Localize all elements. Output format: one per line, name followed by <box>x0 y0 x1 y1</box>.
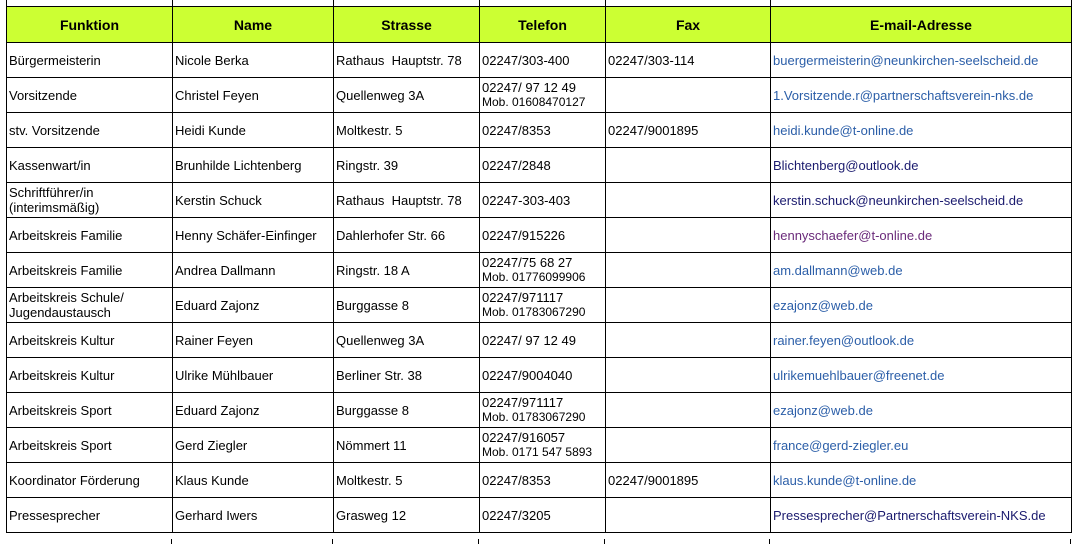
cell-strasse: Burggasse 8 <box>334 393 480 428</box>
telefon-text: 02247/971117 <box>482 290 564 305</box>
email-link[interactable]: buergermeisterin@neunkirchen-seelscheid.de <box>773 52 1039 68</box>
bottom-gridline-strip <box>6 539 1070 544</box>
table-row <box>7 393 1072 428</box>
cell-email <box>771 218 1072 253</box>
telefon-text: Mob. 01776099906 <box>482 270 586 284</box>
table-row <box>7 358 1072 393</box>
cell-strasse: Grasweg 12 <box>334 498 480 533</box>
funktion-text: Vorsitzende <box>9 87 77 103</box>
email-link[interactable]: 1.Vorsitzende.r@partnerschaftsverein-nks.de <box>773 87 1034 103</box>
table-row <box>7 43 1072 78</box>
cell-name: Klaus Kunde <box>173 463 334 498</box>
telefon-text: 02247-303-403 <box>482 192 571 208</box>
cell-fax: 02247/9001895 <box>606 113 771 148</box>
telefon-text: 02247/303-400 <box>482 52 570 68</box>
cell-name: Eduard Zajonz <box>173 288 334 323</box>
telefon-text: 02247/8353 <box>482 122 551 138</box>
funktion-text: stv. Vorsitzende <box>9 122 100 138</box>
cell-fax <box>606 218 771 253</box>
contact-table <box>6 6 1072 533</box>
cell-strasse: Nömmert 11 <box>334 428 480 463</box>
cell-fax: 02247/9001895 <box>606 463 771 498</box>
cell-funktion <box>7 253 173 288</box>
cell-funktion <box>7 148 173 183</box>
cell-fax <box>606 183 771 218</box>
table-row <box>7 148 1072 183</box>
funktion-text: Arbeitskreis Sport <box>9 437 112 453</box>
cell-telefon <box>480 463 606 498</box>
cell-strasse: Burggasse 8 <box>334 288 480 323</box>
header-name: Name <box>173 7 334 43</box>
cell-email <box>771 43 1072 78</box>
cell-telefon <box>480 393 606 428</box>
telefon-text: 02247/915226 <box>482 227 566 243</box>
cell-name: Gerd Ziegler <box>173 428 334 463</box>
header-telefon: Telefon <box>480 7 606 43</box>
table-row <box>7 323 1072 358</box>
email-link[interactable]: hennyschaefer@t-online.de <box>773 227 933 243</box>
cell-name: Kerstin Schuck <box>173 183 334 218</box>
funktion-text: Jugendaustausch <box>9 305 111 320</box>
header-strasse: Strasse <box>334 7 480 43</box>
cell-email <box>771 183 1072 218</box>
cell-telefon <box>480 113 606 148</box>
cell-funktion <box>7 288 173 323</box>
header-row <box>7 7 1072 43</box>
cell-telefon <box>480 498 606 533</box>
table-row <box>7 498 1072 533</box>
funktion-text: (interimsmäßig) <box>9 200 100 215</box>
cell-name: Henny Schäfer-Einfinger <box>173 218 334 253</box>
cell-funktion <box>7 393 173 428</box>
cell-funktion <box>7 183 173 218</box>
table-row <box>7 113 1072 148</box>
table-row <box>7 253 1072 288</box>
email-link[interactable]: rainer.feyen@outlook.de <box>773 332 915 348</box>
cell-email <box>771 463 1072 498</box>
telefon-text: Mob. 0171 547 5893 <box>482 445 593 459</box>
cell-telefon <box>480 218 606 253</box>
funktion-text: Arbeitskreis Schule/ <box>9 290 124 305</box>
telefon-text: 02247/3205 <box>482 507 551 523</box>
cell-telefon <box>480 253 606 288</box>
telefon-text: 02247/75 68 27 <box>482 255 573 270</box>
table-row <box>7 218 1072 253</box>
cell-fax <box>606 428 771 463</box>
cell-strasse: Ringstr. 39 <box>334 148 480 183</box>
table-row <box>7 428 1072 463</box>
telefon-text: 02247/2848 <box>482 157 551 173</box>
cell-fax: 02247/303-114 <box>606 43 771 78</box>
cell-fax <box>606 253 771 288</box>
funktion-text: Arbeitskreis Kultur <box>9 332 115 348</box>
cell-email <box>771 393 1072 428</box>
telefon-text: Mob. 01783067290 <box>482 410 586 424</box>
cell-funktion <box>7 358 173 393</box>
email-link[interactable]: klaus.kunde@t-online.de <box>773 472 917 488</box>
telefon-text: 02247/971117 <box>482 395 564 410</box>
telefon-text: 02247/916057 <box>482 430 566 445</box>
funktion-text: Pressesprecher <box>9 507 101 523</box>
cell-telefon <box>480 78 606 113</box>
cell-funktion <box>7 78 173 113</box>
cell-fax <box>606 78 771 113</box>
cell-telefon <box>480 288 606 323</box>
cell-email <box>771 428 1072 463</box>
table-body <box>7 43 1072 533</box>
cell-fax <box>606 358 771 393</box>
cell-strasse: Berliner Str. 38 <box>334 358 480 393</box>
cell-strasse: Quellenweg 3A <box>334 78 480 113</box>
cell-telefon <box>480 428 606 463</box>
header-funktion: Funktion <box>7 7 173 43</box>
funktion-text: Schriftführer/in <box>9 185 94 200</box>
cell-email <box>771 498 1072 533</box>
funktion-text: Arbeitskreis Kultur <box>9 367 115 383</box>
funktion-text: Arbeitskreis Familie <box>9 227 123 243</box>
table-row <box>7 288 1072 323</box>
funktion-text: Arbeitskreis Sport <box>9 402 112 418</box>
telefon-text: 02247/8353 <box>482 472 551 488</box>
funktion-text: Koordinator Förderung <box>9 472 140 488</box>
cell-funktion <box>7 323 173 358</box>
telefon-text: 02247/ 97 12 49 <box>482 332 576 348</box>
email-link[interactable]: am.dallmann@web.de <box>773 262 903 278</box>
cell-funktion <box>7 43 173 78</box>
cell-email <box>771 113 1072 148</box>
telefon-text: 02247/9004040 <box>482 367 573 383</box>
cell-name: Andrea Dallmann <box>173 253 334 288</box>
cell-name: Ulrike Mühlbauer <box>173 358 334 393</box>
cell-fax <box>606 393 771 428</box>
cell-email <box>771 288 1072 323</box>
cell-strasse: Moltkestr. 5 <box>334 463 480 498</box>
cell-fax <box>606 288 771 323</box>
email-link[interactable]: ezajonz@web.de <box>773 297 873 313</box>
contact-sheet <box>6 6 1072 533</box>
cell-fax <box>606 323 771 358</box>
funktion-text: Kassenwart/in <box>9 157 91 173</box>
telefon-text: Mob. 01608470127 <box>482 95 586 109</box>
cell-funktion <box>7 218 173 253</box>
table-row <box>7 183 1072 218</box>
email-link[interactable]: ezajonz@web.de <box>773 402 873 418</box>
cell-name: Christel Feyen <box>173 78 334 113</box>
cell-name: Eduard Zajonz <box>173 393 334 428</box>
cell-strasse: Quellenweg 3A <box>334 323 480 358</box>
cell-telefon <box>480 323 606 358</box>
cell-email <box>771 253 1072 288</box>
telefon-text: Mob. 01783067290 <box>482 305 586 319</box>
cell-funktion <box>7 113 173 148</box>
header-fax: Fax <box>606 7 771 43</box>
cell-name: Brunhilde Lichtenberg <box>173 148 334 183</box>
cell-strasse: Moltkestr. 5 <box>334 113 480 148</box>
cell-name: Nicole Berka <box>173 43 334 78</box>
cell-email <box>771 323 1072 358</box>
cell-telefon <box>480 148 606 183</box>
cell-telefon <box>480 183 606 218</box>
cell-name: Gerhard Iwers <box>173 498 334 533</box>
cell-fax <box>606 498 771 533</box>
telefon-text: 02247/ 97 12 49 <box>482 80 576 95</box>
email-link[interactable]: Pressesprecher@Partnerschaftsverein-NKS.de <box>773 507 1046 523</box>
cell-name: Rainer Feyen <box>173 323 334 358</box>
funktion-text: Bürgermeisterin <box>9 52 101 68</box>
cell-strasse: Dahlerhofer Str. 66 <box>334 218 480 253</box>
cell-funktion <box>7 463 173 498</box>
email-link[interactable]: Blichtenberg@outlook.de <box>773 157 919 173</box>
email-link[interactable]: france@gerd-ziegler.eu <box>773 437 909 453</box>
cell-telefon <box>480 43 606 78</box>
email-link[interactable]: ulrikemuehlbauer@freenet.de <box>773 367 945 383</box>
cell-telefon <box>480 358 606 393</box>
cell-strasse: Rathaus Hauptstr. 78 <box>334 43 480 78</box>
cell-strasse: Ringstr. 18 A <box>334 253 480 288</box>
table-row <box>7 463 1072 498</box>
email-link[interactable]: heidi.kunde@t-online.de <box>773 122 914 138</box>
cell-email <box>771 78 1072 113</box>
funktion-text: Arbeitskreis Familie <box>9 262 123 278</box>
cell-fax <box>606 148 771 183</box>
header-email: E-mail-Adresse <box>771 7 1072 43</box>
cell-strasse: Rathaus Hauptstr. 78 <box>334 183 480 218</box>
cell-funktion <box>7 428 173 463</box>
cell-funktion <box>7 498 173 533</box>
cell-name: Heidi Kunde <box>173 113 334 148</box>
cell-email <box>771 148 1072 183</box>
cell-email <box>771 358 1072 393</box>
email-link[interactable]: kerstin.schuck@neunkirchen-seelscheid.de <box>773 192 1024 208</box>
table-row <box>7 78 1072 113</box>
